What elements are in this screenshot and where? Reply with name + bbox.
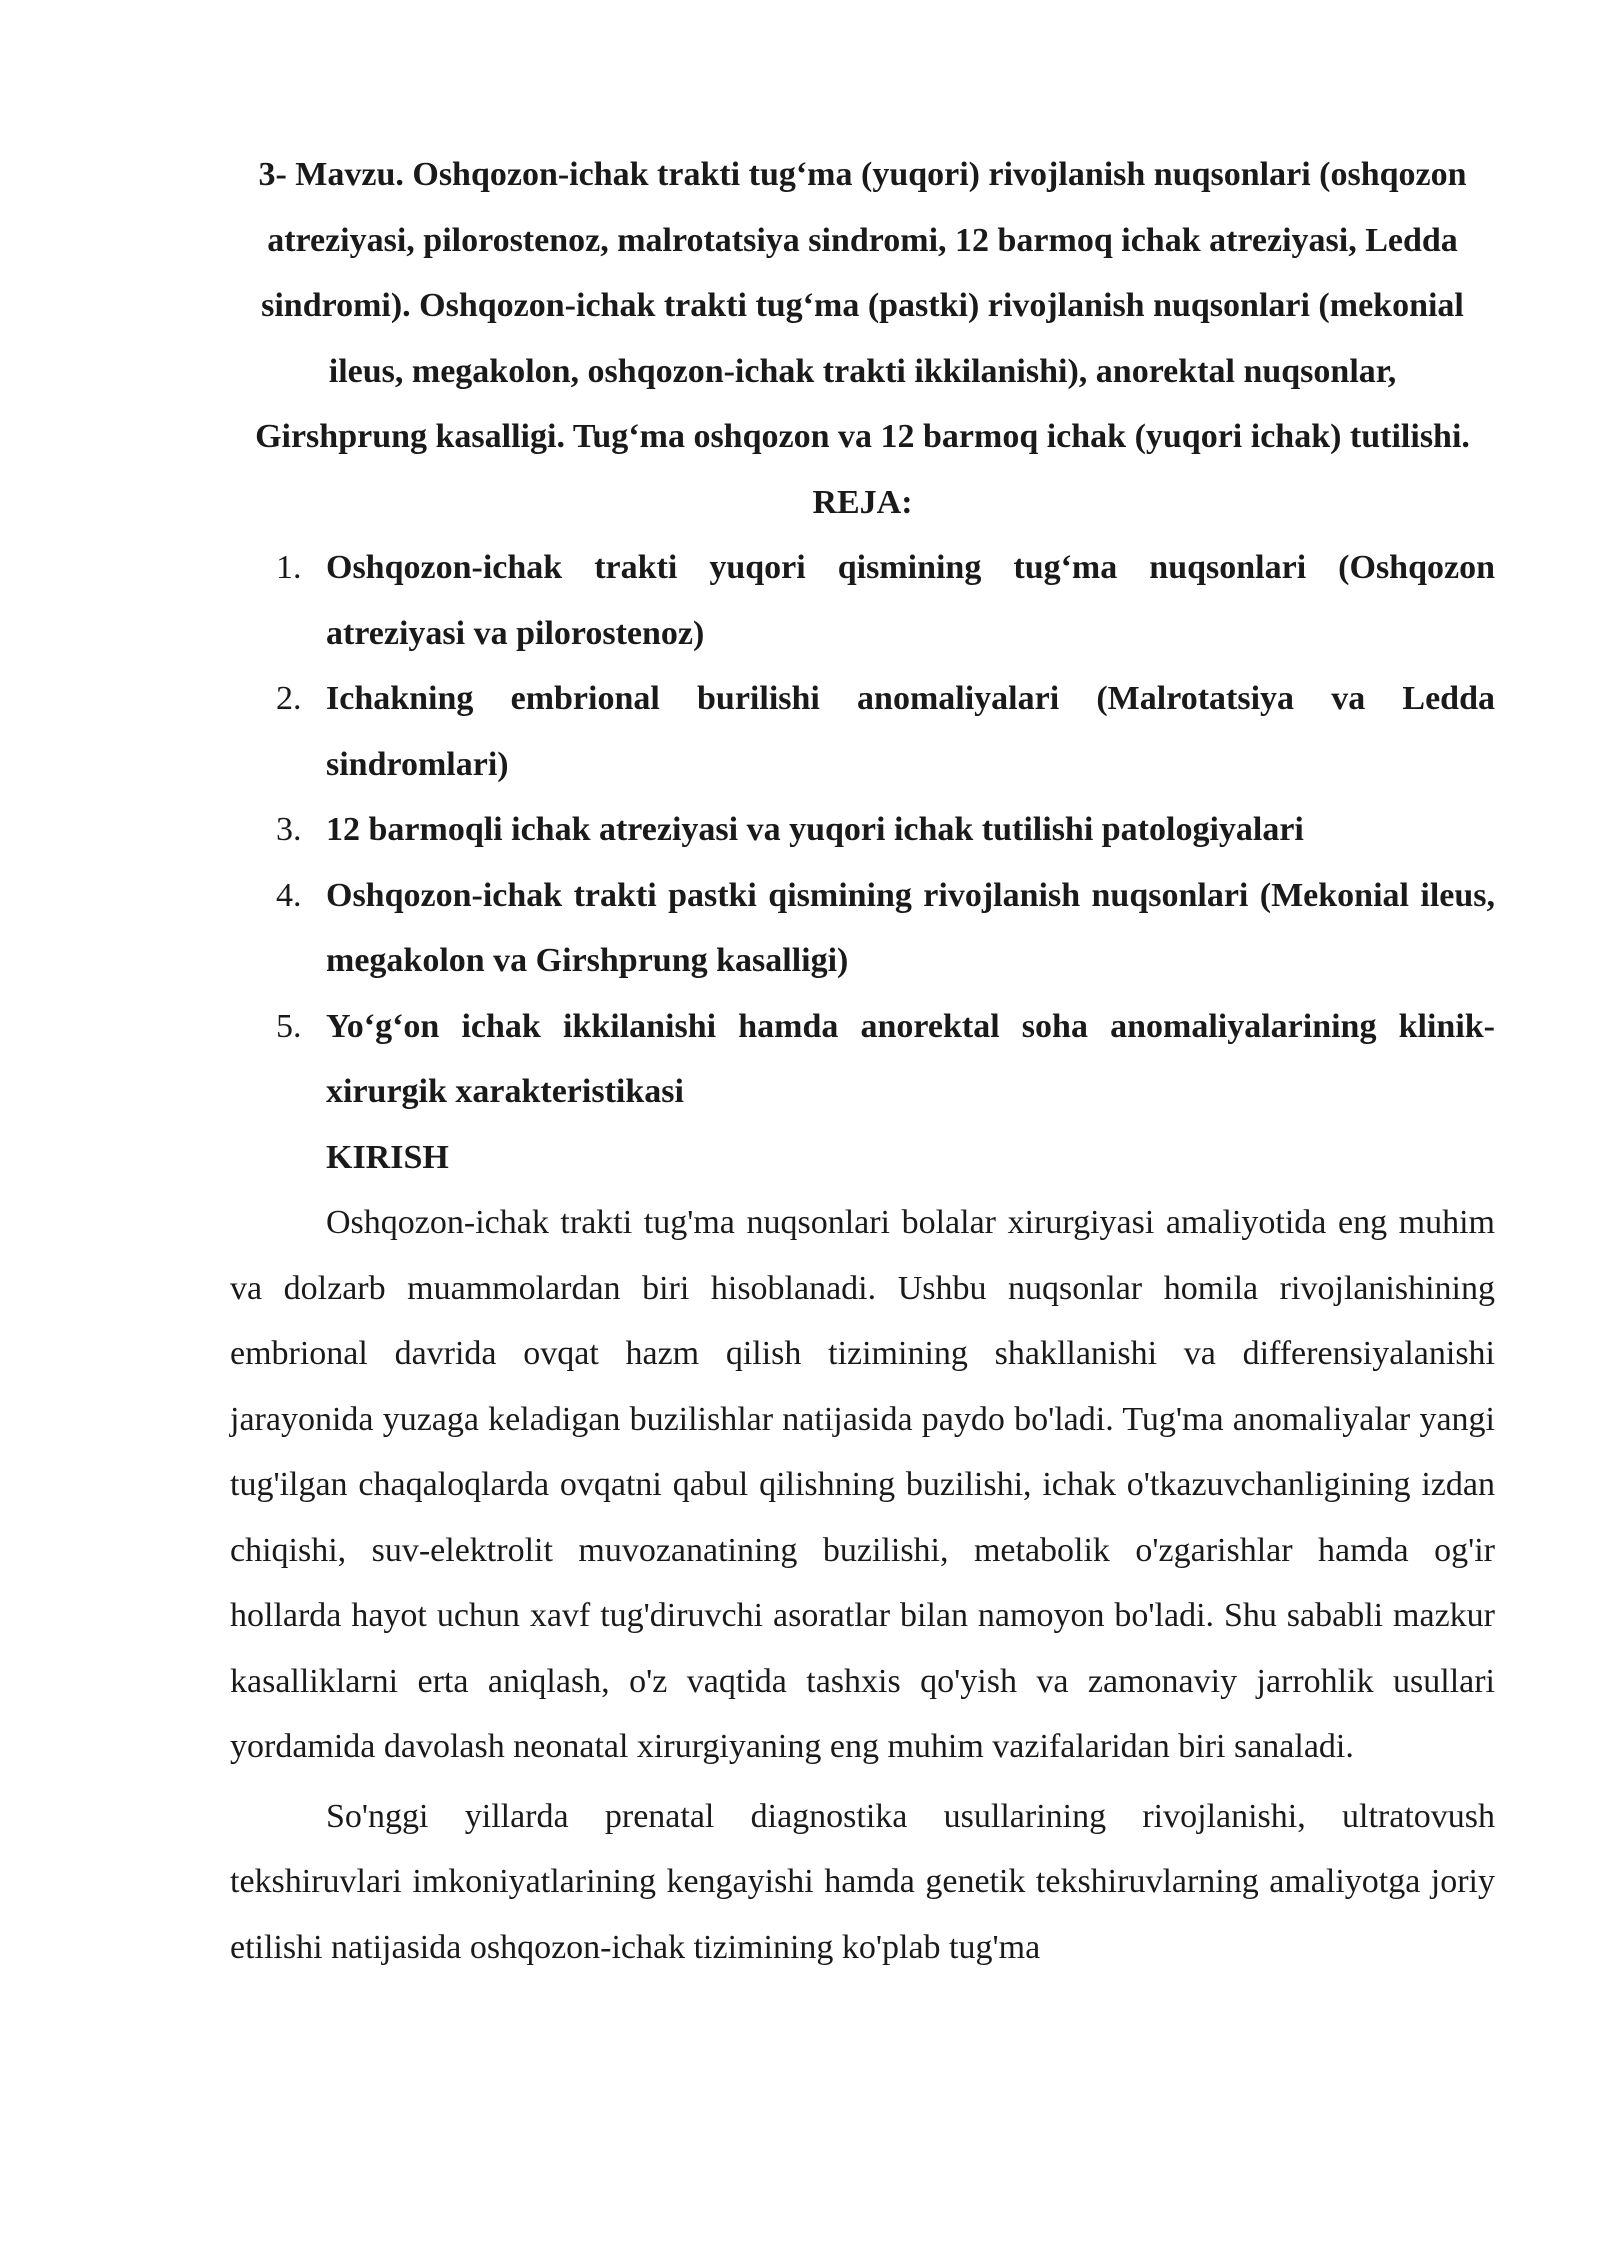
plan-item [230, 535, 1495, 666]
plan-item [230, 863, 1495, 994]
plan-item [230, 666, 1495, 797]
plan-item-number: 4. [276, 876, 302, 914]
plan-item-text: Oshqozon-ichak trakti yuqori qismining tug‘ma nuqsonlari (Oshqozon atreziyasi va pilorostenoz) [326, 549, 1495, 652]
page-content [230, 142, 1495, 1980]
page-title: 3- Mavzu. Oshqozon-ichak trakti tug‘ma (yuqori) rivojlanish nuqsonlari (oshqozon atreziyasi, pilorostenoz, malrotatsiya sindromi, 12 barmoq ichak atreziyasi, Ledda sindromi). Oshqozon-ichak trakti tug‘ma (pastki) rivojlanish nuqsonlari (mekonial ileus, megakolon, oshqozon-ichak trakti ikkilanishi), anorektal nuqsonlar, Girshprung kasalligi. Tug‘ma oshqozon va 12 barmoq ichak (yuqori ichak) tutilishi. [255, 156, 1470, 455]
body-paragraph: Oshqozon-ichak trakti tug'ma nuqsonlari bolalar xirurgiyasi amaliyotida eng muhim va dolzarb muammolardan biri hisoblanadi. Ushbu nuqsonlar homila rivojlanishining embrional davrida ovqat hazm qilish tizimining shakllanishi va differensiyalanishi jarayonida yuzaga keladigan buzilishlar natijasida paydo bo'ladi. Tug'ma anomaliyalar yangi tug'ilgan chaqaloqlarda ovqatni qabul qilishning buzilishi, ichak o'tkazuvchanligining izdan chiqishi, suv-elektrolit muvozanatining buzilishi, metabolik o'zgarishlar hamda og'ir hollarda hayot uchun xavf tug'diruvchi asoratlar bilan namoyon bo'ladi. Shu sababli mazkur kasalliklarni erta aniqlash, o'z vaqtida tashxis qo'yish va zamonaviy jarrohlik usullari yordamida davolash neonatal xirurgiyaning eng muhim vazifalaridan biri sanaladi. [230, 1204, 1495, 1765]
plan-item-text: 12 barmoqli ichak atreziyasi va yuqori ichak tutilishi patologiyalari [326, 811, 1304, 848]
body-paragraph: So'nggi yillarda prenatal diagnostika usullarining rivojlanishi, ultratovush tekshiruvlari imkoniyatlarining kengayishi hamda genetik tekshiruvlarning amaliyotga joriy etilishi natijasida oshqozon-ichak tizimining ko'plab tug'ma [230, 1797, 1495, 1966]
plan-item-text: Yo‘g‘on ichak ikkilanishi hamda anorektal soha anomaliyalarining klinik-xirurgik xarakteristikasi [326, 1007, 1495, 1110]
plan-item-text: Oshqozon-ichak trakti pastki qismining rivojlanish nuqsonlari (Mekonial ileus, megakolon va Girshprung kasalligi) [326, 876, 1495, 979]
plan-item [230, 994, 1495, 1125]
section-heading: KIRISH [326, 1138, 449, 1176]
plan-item-number: 2. [276, 680, 302, 717]
plan-item [230, 797, 1495, 863]
plan-item-text: Ichakning embrional burilishi anomaliyalari (Malrotatsiya va Ledda sindromlari) [326, 680, 1495, 783]
plan-heading: REJA: [812, 483, 913, 521]
plan-item-number: 3. [276, 811, 302, 848]
plan-list [230, 535, 1495, 1125]
plan-item-number: 1. [276, 549, 302, 586]
plan-item-number: 5. [276, 1007, 302, 1045]
